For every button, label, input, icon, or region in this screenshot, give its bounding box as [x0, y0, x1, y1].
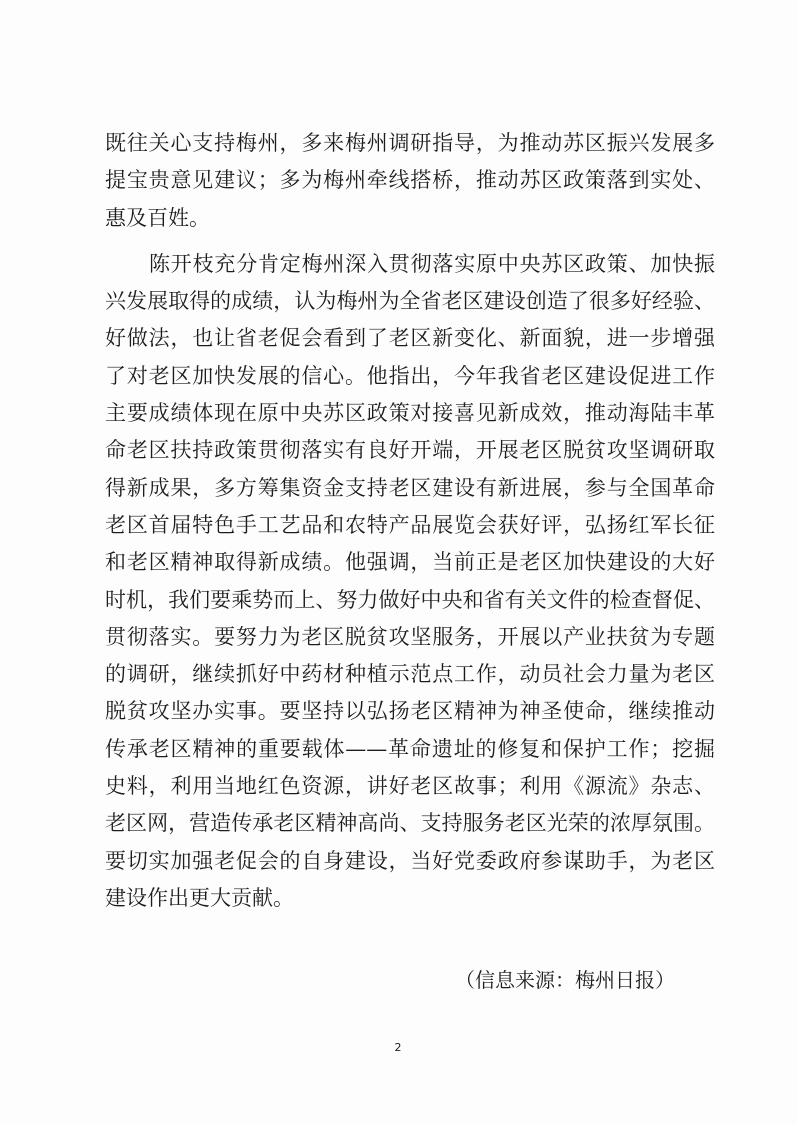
paragraph-line: 老区网，营造传承老区精神高尚、支持服务老区光荣的浓厚氛围。 — [105, 811, 715, 836]
paragraph-line: 的调研，继续抓好中药材种植示范点工作，动员社会力量为老区 — [105, 662, 715, 687]
paragraph-line: 惠及百姓。 — [105, 205, 210, 230]
paragraph-line: 脱贫攻坚办实事。要坚持以弘扬老区精神为神圣使命，继续推动 — [105, 699, 715, 724]
paragraph-line: 既往关心支持梅州，多来梅州调研指导，为推动苏区振兴发展多 — [105, 131, 715, 155]
paragraph-line: 命老区扶持政策贯彻落实有良好开端，开展老区脱贫攻坚调研取 — [105, 438, 715, 463]
paragraph-line: 贯彻落实。要努力为老区脱贫攻坚服务，开展以产业扶贫为专题 — [105, 624, 715, 649]
paragraph-line: 陈开枝充分肯定梅州深入贯彻落实原中央苏区政策、加快振 — [149, 251, 715, 276]
page-number: 2 — [394, 1041, 402, 1054]
paragraph-line: 提宝贵意见建议；多为梅州牵线搭桥，推动苏区政策落到实处、 — [105, 168, 715, 193]
paragraph-line: 时机，我们要乘势而上、努力做好中央和省有关文件的检查督促、 — [105, 587, 715, 612]
paragraph-line: 建设作出更大贡献。 — [105, 885, 294, 910]
paragraph-line: 了对老区加快发展的信心。他指出，今年我省老区建设促进工作 — [105, 363, 715, 388]
paragraph-line: 传承老区精神的重要载体——革命遗址的修复和保护工作；挖掘 — [105, 736, 715, 761]
paragraph-line: 和老区精神取得新成绩。他强调，当前正是老区加快建设的大好 — [105, 550, 715, 575]
paragraph-line: 史料，利用当地红色资源，讲好老区故事；利用《源流》杂志、 — [105, 774, 715, 799]
paragraph-line: 兴发展取得的成绩，认为梅州为全省老区建设创造了很多好经验、 — [105, 289, 715, 314]
paragraph-line: 老区首届特色手工艺品和农特产品展览会获好评，弘扬红军长征 — [105, 512, 715, 537]
paragraph-line: 得新成果，多方筹集资金支持老区建设有新进展，参与全国革命 — [105, 475, 715, 500]
paragraph-line: 好做法，也让省老促会看到了老区新变化、新面貌，进一步增强 — [105, 326, 715, 351]
paragraph-line: 要切实加强老促会的自身建设，当好党委政府参谋助手，为老区 — [105, 848, 715, 873]
paragraph-line: 主要成绩体现在原中央苏区政策对接喜见新成效，推动海陆丰革 — [105, 401, 715, 426]
source-attribution: （信息来源：梅州日报） — [455, 968, 675, 992]
body-text — [105, 125, 715, 917]
